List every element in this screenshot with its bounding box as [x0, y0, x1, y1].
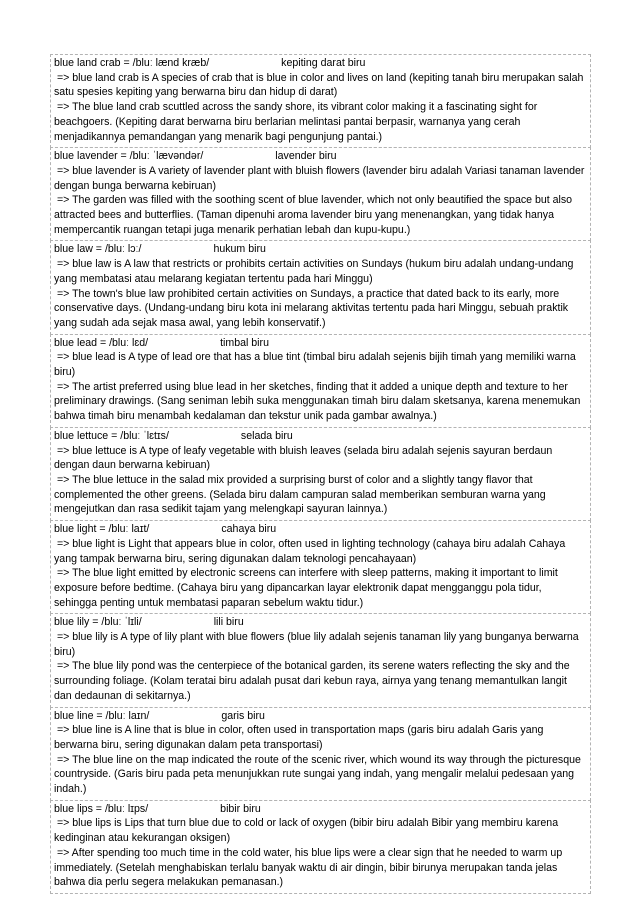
dictionary-entry — [50, 707, 591, 801]
dictionary-entry — [50, 427, 591, 521]
dictionary-entry — [50, 613, 591, 707]
entry-definition: => blue lettuce is A type of leafy vegetable with bluish leaves (selada biru adalah sejenis sayuran berdaun dengan daun berwarna kebiruan) — [54, 444, 556, 472]
entry-translation: cahaya biru — [221, 523, 277, 536]
entry-translation: kepiting darat biru — [281, 57, 366, 69]
dictionary-entry — [50, 240, 591, 334]
entry-definition: => blue light is Light that appears blue in color, often used in lighting technology (cahaya biru adalah Cahaya yang tampak berwarna biru, sering digunakan dalam teknologi pencahayaan) — [54, 537, 569, 565]
entry-definition: => blue line is A line that is blue in color, often used in transportation maps (garis biru adalah Garis yang berwarna biru, sering digunakan dalam peta transportasi) — [54, 724, 547, 751]
entry-term-pronunciation: blue lettuce = /bluː ˈlɛtɪs/ — [54, 429, 169, 442]
entry-headline — [54, 429, 585, 444]
entry-example: => The blue light emitted by electronic screens can interfere with sleep patterns, making it important to limit exposure before bedtime. (Cahaya biru yang dipancarkan layar elektronik dapat mengganggu pola tidur, sehingga penting untuk membatasi paparan sebelum waktu tidur.) — [54, 567, 561, 609]
entry-term-pronunciation: blue lavender = /bluː ˈlævəndər/ — [54, 150, 204, 163]
dictionary-table — [50, 54, 591, 894]
entry-headline — [54, 615, 585, 630]
entry-headline — [54, 56, 585, 71]
entry-translation: timbal biru — [220, 336, 269, 349]
dictionary-entry — [50, 520, 591, 614]
entry-translation: bibir biru — [220, 802, 261, 815]
entry-example: => The town's blue law prohibited certain activities on Sundays, a practice that dated back to its early, more conservative days. (Undang-undang biru kota ini melarang aktivitas tertentu pada hari Minggu, sebuah praktik yang sudah ada sejak masa awal, yang lebih konservatif.) — [54, 287, 572, 329]
entry-translation: lavender biru — [275, 150, 337, 163]
entry-example: => The blue land crab scuttled across the sandy shore, its vibrant color making it a fascinating sight for beachgoers. (Kepiting darat berwarna biru berlarian melintasi pantai berpasir, warnanya yang cerah menjadikannya pemandangan yang menarik bagi pengunjung pantai.) — [54, 101, 541, 143]
entry-example: => The blue line on the map indicated the route of the scenic river, which wound its way through the picturesque countryside. (Garis biru pada peta menunjukkan rute sungai yang indah, yang mengalir melalui pedesaan yang indah.) — [54, 753, 584, 796]
entry-translation: garis biru — [221, 709, 265, 722]
entry-definition: => blue lily is A type of lily plant with blue flowers (blue lily adalah sejenis tanaman lily yang bunganya berwarna biru) — [54, 631, 582, 658]
dictionary-entry — [50, 800, 591, 894]
entry-example: => After spending too much time in the cold water, his blue lips were a clear sign that he needed to warm up immediately. (Setelah menghabiskan terlalu banyak waktu di air dingin, bibir birunya merupakan tanda jelas bahwa dia perlu segera melakukan pemanasan.) — [54, 846, 566, 889]
entry-headline — [54, 336, 585, 351]
entry-term-pronunciation: blue land crab = /bluː lænd kræb/ — [54, 57, 210, 69]
entry-headline — [54, 802, 585, 817]
entry-definition: => blue lead is A type of lead ore that has a blue tint (timbal biru adalah sejenis bijih timah yang memiliki warna biru) — [54, 351, 579, 379]
entry-term-pronunciation: blue lips = /bluː lɪps/ — [54, 802, 149, 815]
entry-term-pronunciation: blue law = /bluː lɔː/ — [54, 243, 142, 256]
dictionary-entry — [50, 147, 591, 241]
entry-definition: => blue lips is Lips that turn blue due to cold or lack of oxygen (bibir biru adalah Bibir yang membiru karena kedinginan atau kekurangan oksigen) — [54, 817, 562, 845]
entry-term-pronunciation: blue lily = /bluː ˈlɪli/ — [54, 616, 142, 629]
entry-translation: hukum biru — [213, 243, 266, 256]
dictionary-entry — [50, 54, 591, 148]
entry-example: => The garden was filled with the soothing scent of blue lavender, which not only beautified the space but also attracted bees and butterflies. (Taman dipenuhi aroma lavender biru yang menenangkan, yang tidak hanya mempercantik ruangan tetapi juga menarik perhatian lebah dan kupu-kupu.) — [54, 194, 576, 236]
entry-definition: => blue lavender is A variety of lavender plant with bluish flowers (lavender biru adalah Variasi tanaman lavender dengan bunga berwarna kebiruan) — [54, 164, 588, 192]
entry-term-pronunciation: blue line = /bluː laɪn/ — [54, 709, 150, 722]
entry-headline — [54, 522, 585, 537]
entry-translation: lili biru — [213, 616, 244, 629]
entry-term-pronunciation: blue light = /bluː laɪt/ — [54, 523, 150, 536]
entry-definition: => blue land crab is A species of crab that is blue in color and lives on land (kepiting tanah biru merupakan salah satu spesies kepiting yang berwarna biru dan hidup di darat) — [54, 71, 587, 99]
entry-translation: selada biru — [240, 429, 293, 442]
entry-example: => The blue lettuce in the salad mix provided a surprising burst of color and a slightly tangy flavor that complemented the other greens. (Selada biru dalam campuran salad memberikan semburan warna yang mengejutkan dan rasa sedikit tajam yang melengkapi sayuran lainnya.) — [54, 473, 549, 516]
entry-example: => The artist preferred using blue lead in her sketches, finding that it added a unique depth and texture to her preliminary drawings. (Sang seniman lebih suka menggunakan timah biru dalam sketsanya, karena menemukan bahwa timah biru menambah kedalaman dan tekstur unik pada gambar awalnya.) — [54, 380, 584, 423]
entry-term-pronunciation: blue lead = /bluː lɛd/ — [54, 336, 149, 349]
entry-example: => The blue lily pond was the centerpiece of the botanical garden, its serene waters reflecting the sky and the surrounding foliage. (Kolam teratai biru adalah pusat dari kebun raya, airnya yang tenang memantulkan langit dan dedaunan di sekitarnya.) — [54, 660, 573, 702]
dictionary-entry — [50, 334, 591, 428]
entry-headline — [54, 149, 585, 164]
entry-definition: => blue law is A law that restricts or prohibits certain activities on Sundays (hukum biru adalah undang-undang yang membatasi atau melarang kegiatan tertentu pada hari Minggu) — [54, 258, 577, 285]
entry-headline — [54, 709, 585, 724]
entry-headline — [54, 242, 585, 257]
